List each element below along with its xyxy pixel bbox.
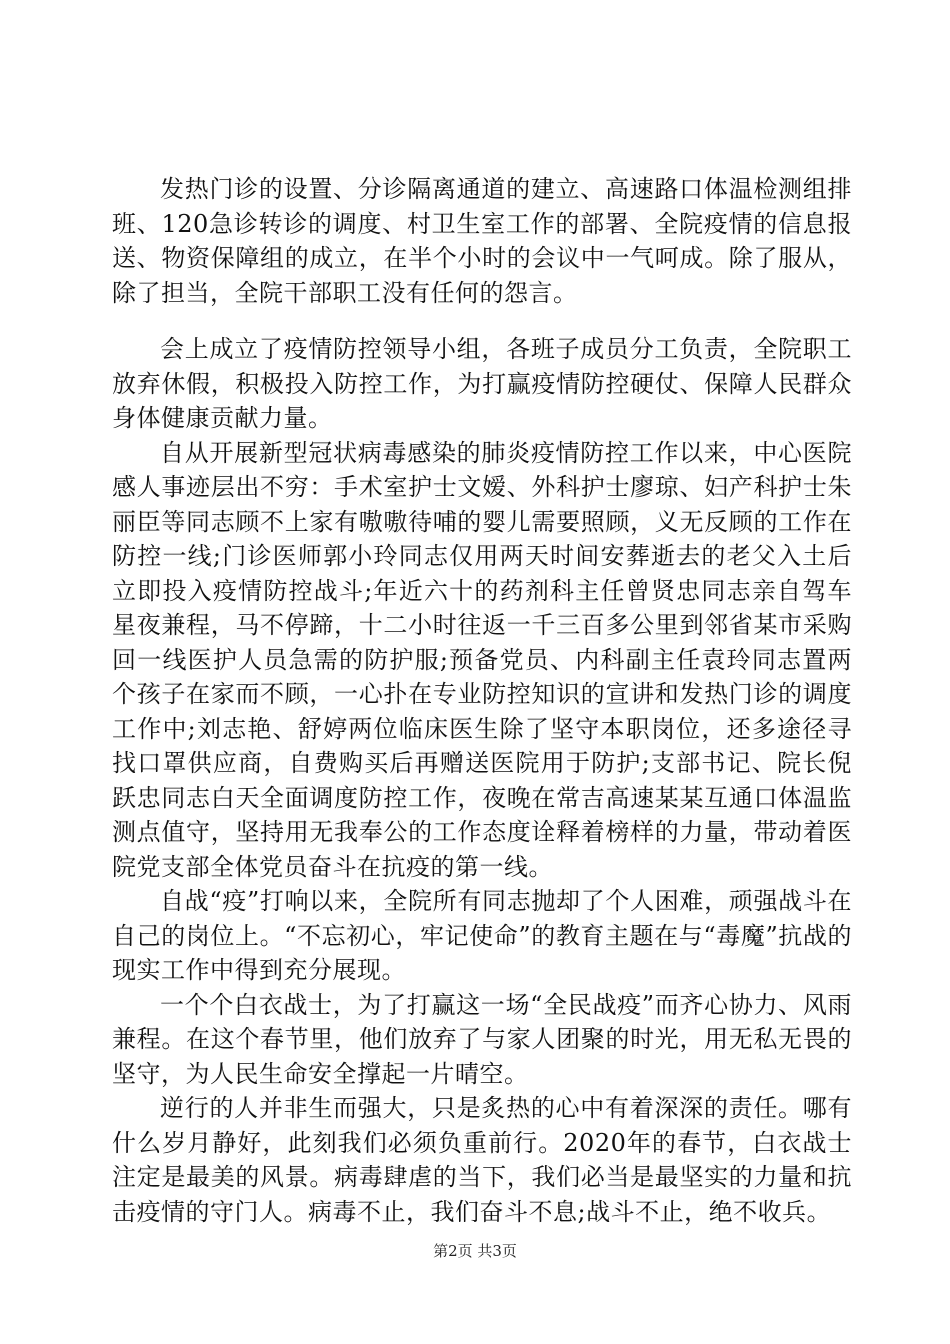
paragraph-touching-deeds: 自从开展新型冠状病毒感染的肺炎疫情防控工作以来，中心医院感人事迹层出不穷：手术室护士文嫒、外科护士廖琼、妇产科护士朱丽臣等同志顾不上家有嗷嗷待哺的婴儿需要照顾，义无反顾的工作在防控一线;门诊医师郭小玲同志仅用两天时间安葬逝去的老父入土后立即投入疫情防控战斗;年近六十的药剂科主任曾贤忠同志亲自驾车星夜兼程，马不停蹄，十二小时往返一千三百多公里到邻省某市采购回一线医护人员急需的防护服;预备党员、内科副主任袁玲同志置两个孩子在家而不顾，一心扑在专业防控知识的宣讲和发热门诊的调度工作中;刘志艳、舒婷两位临床医生除了坚守本职岗位，还多途径寻找口罩供应商，自费购买后再赠送医院用于防护;支部书记、院长倪跃忠同志白天全面调度防控工作，夜晚在常吉高速某某互通口体温监测点值守，坚持用无我奉公的工作态度诠释着榜样的力量，带动着医院党支部全体党员奋斗在抗疫的第一线。	[112, 438, 852, 881]
paragraph-gap	[112, 310, 852, 332]
document-body	[112, 172, 852, 1229]
paragraph-retrograde: 逆行的人并非生而强大，只是炙热的心中有着深深的责任。哪有什么岁月静好，此刻我们必须负重前行。2020年的春节，白衣战士注定是最美的风景。病毒肆虐的当下，我们必当是最坚实的力量和抗击疫情的守门人。病毒不止，我们奋斗不息;战斗不止，绝不收兵。	[112, 1094, 852, 1226]
page-number-footer: 第2页 共3页	[433, 1242, 517, 1260]
paragraph-battle-begins: 自战“疫”打响以来，全院所有同志抛却了个人困难，顽强战斗在自己的岗位上。“不忘初心，牢记使命”的教育主题在与“毒魔”抗战的现实工作中得到充分展现。	[112, 887, 852, 984]
paragraph-leadership-group: 会上成立了疫情防控领导小组，各班子成员分工负责，全院职工放弃休假，积极投入防控工作，为打赢疫情防控硬仗、保障人民群众身体健康贡献力量。	[112, 335, 852, 432]
paragraph-fever-clinic: 发热门诊的设置、分诊隔离通道的建立、高速路口体温检测组排班、120急诊转诊的调度、村卫生室工作的部署、全院疫情的信息报送、物资保障组的成立，在半个小时的会议中一气呵成。除了服从，除了担当，全院干部职工没有任何的怨言。	[112, 175, 852, 307]
paragraph-white-coat-warriors: 一个个白衣战士，为了打赢这一场“全民战疫”而齐心协力、风雨兼程。在这个春节里，他们放弃了与家人团聚的时光，用无私无畏的坚守，为人民生命安全撑起一片晴空。	[112, 990, 852, 1088]
